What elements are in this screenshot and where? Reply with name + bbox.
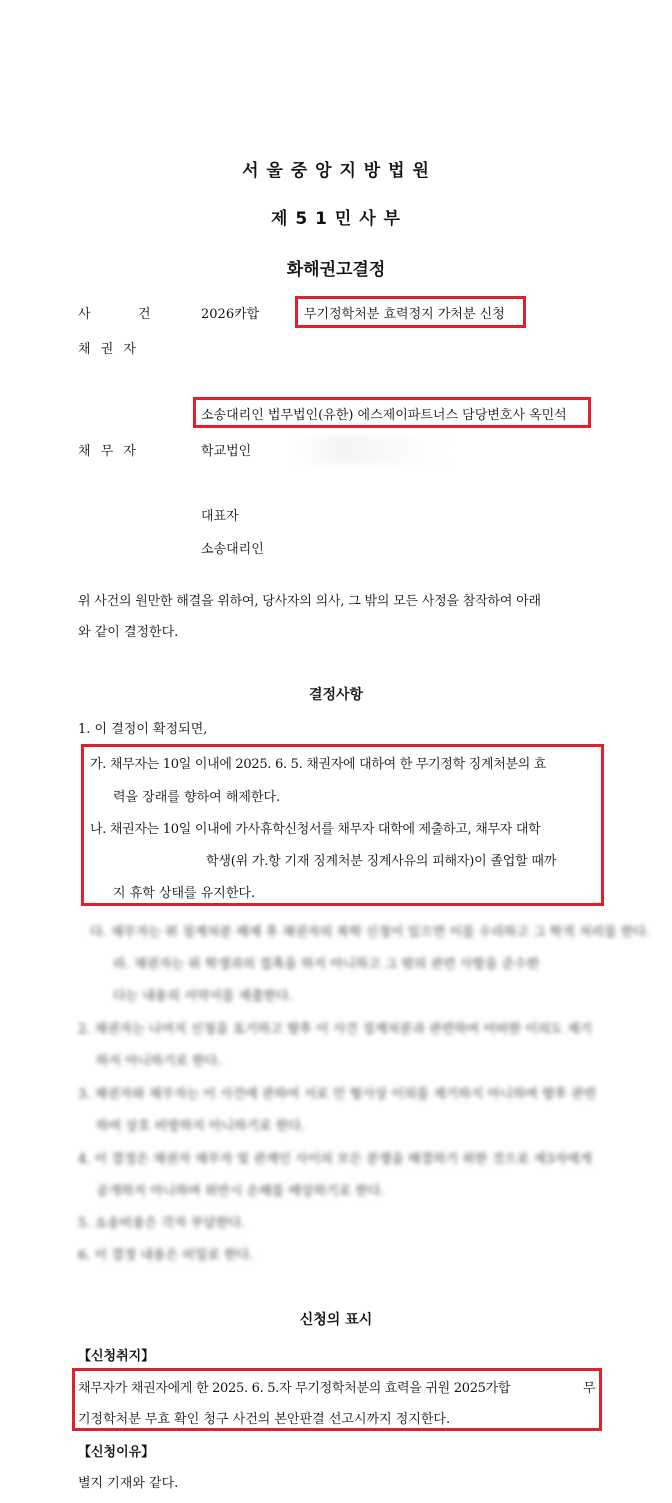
- debtor-attorney: 소송대리인: [201, 542, 264, 557]
- case-label-sa: 사: [78, 307, 91, 322]
- debtor-label: 채 무 자: [78, 444, 136, 459]
- decision-ga-line-2: 력을 장래를 향하여 해제한다.: [113, 790, 281, 805]
- division-name: 제 5 1 민 사 부: [271, 209, 401, 229]
- intro-line-1: 위 사건의 원만한 해결을 위하여, 당사자의 의사, 그 밖의 모든 사정을 참작하여 아래: [78, 594, 541, 609]
- blurred-line: 4. 이 결정은 채권자 채무자 및 관계인 사이의 모든 분쟁을 해결하기 위한 것으로 제3자에게: [78, 1152, 592, 1167]
- creditor-label: 채 권 자: [78, 342, 136, 357]
- case-number: 2026카합: [201, 307, 260, 322]
- blurred-line: 5. 소송비용은 각자 부담한다.: [78, 1216, 246, 1231]
- blurred-line: 라. 채권자는 위 학생과의 접촉을 하지 아니하고 그 밖의 관련 사항을 준수한: [113, 957, 540, 972]
- purpose-line-2: 기정학처분 무효 확인 청구 사건의 본안판결 선고시까지 정지한다.: [78, 1412, 451, 1427]
- blurred-line: 3. 채권자와 채무자는 이 사건에 관하여 서로 민 형사상 이의를 제기하지 아니하며 향후 관련: [78, 1087, 597, 1102]
- document-title: 화해권고결정: [286, 260, 386, 280]
- decision-na-line-1: 나. 채권자는 10일 이내에 가사휴학신청서를 채무자 대학에 제출하고, 채무자 대학: [90, 822, 541, 837]
- purpose-line-1-tail: 무: [583, 1381, 596, 1396]
- purpose-line-1: 채무자가 채권자에게 한 2025. 6. 5.자 무기정학처분의 효력을 귀원 2025가합: [78, 1381, 511, 1396]
- blurred-line: 2. 채권자는 나머지 신청을 포기하고 향후 이 사건 징계처분과 관련하여 어떠한 이의도 제기: [78, 1022, 593, 1037]
- decision-na-line-2: 학생(위 가.항 기재 징계처분 징계사유의 피해자)이 졸업할 때까: [206, 854, 557, 869]
- blurred-line: 6. 이 결정 내용은 비밀로 한다.: [78, 1248, 254, 1263]
- blurred-line: 다. 채무자는 위 징계처분 해제 후 채권자의 복학 신청이 있으면 이를 수리하고 그 학적 처리를 한다.: [90, 925, 651, 940]
- blurred-line: 다는 내용의 서약서를 제출한다.: [113, 989, 293, 1004]
- debtor-name: 학교법인: [201, 444, 252, 459]
- decision-na-line-3: 지 휴학 상태를 유지한다.: [113, 886, 256, 901]
- decision-heading: 결정사항: [308, 687, 364, 703]
- blurred-line: 하지 아니하기로 한다.: [96, 1054, 222, 1069]
- court-name: 서 울 중 앙 지 방 법 원: [242, 161, 430, 181]
- blurred-line: 공개하지 아니하며 위반시 손해를 배상하기로 한다.: [96, 1184, 385, 1199]
- reason-label: 【신청이유】: [78, 1445, 155, 1460]
- decision-item-1: 1. 이 결정이 확정되면,: [78, 722, 208, 737]
- application-heading: 신청의 표시: [299, 1312, 373, 1328]
- case-name: 무기정학처분 효력정지 가처분 신청: [304, 307, 505, 322]
- intro-line-2: 와 같이 결정한다.: [78, 625, 179, 640]
- decision-ga-line-1: 가. 채무자는 10일 이내에 2025. 6. 5. 채권자에 대하여 한 무기정학 징계처분의 효: [90, 757, 547, 772]
- redacted-seal: [290, 436, 450, 464]
- reason-text: 별지 기재와 같다.: [78, 1476, 179, 1491]
- case-label-geon: 건: [138, 307, 151, 322]
- blurred-line: 하여 상호 비방하지 아니하기로 한다.: [96, 1119, 306, 1134]
- debtor-representative: 대표자: [201, 509, 239, 524]
- creditor-attorney: 소송대리인 법무법인(유한) 에스제이파트너스 담당변호사 옥민석: [201, 408, 567, 423]
- purpose-label: 【신청취지】: [78, 1349, 155, 1364]
